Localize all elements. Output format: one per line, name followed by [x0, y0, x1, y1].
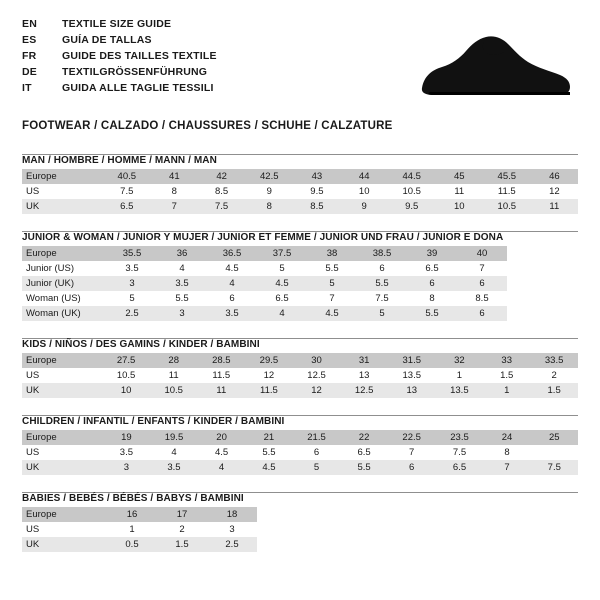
size-cell: 9 — [341, 199, 388, 214]
size-sections — [22, 154, 578, 552]
size-cell: 44 — [341, 169, 388, 184]
size-cell: 3 — [157, 306, 207, 321]
size-cell: 13.5 — [388, 368, 436, 383]
row-label: US — [22, 522, 107, 537]
size-cell: 7.5 — [436, 445, 484, 460]
size-cell: 45 — [436, 169, 483, 184]
size-cell: 4 — [257, 306, 307, 321]
language-title-list — [22, 18, 217, 98]
size-cell: 31.5 — [388, 353, 436, 368]
size-cell: 3 — [103, 460, 150, 475]
size-section — [22, 415, 578, 475]
size-cell: 2.5 — [207, 537, 257, 552]
size-section — [22, 492, 578, 552]
language-code: IT — [22, 82, 32, 94]
size-cell: 6 — [207, 291, 257, 306]
size-cell: 12 — [531, 184, 578, 199]
size-cell: 6 — [357, 261, 407, 276]
size-cell: 36 — [157, 246, 207, 261]
size-cell: 11.5 — [245, 383, 293, 398]
size-cell: 7 — [483, 460, 530, 475]
size-cell — [531, 445, 578, 460]
language-code: ES — [22, 34, 37, 46]
size-cell: 4 — [198, 460, 245, 475]
size-table — [22, 169, 578, 214]
size-cell: 6 — [293, 445, 341, 460]
size-cell: 29.5 — [245, 353, 293, 368]
size-cell: 5.5 — [157, 291, 207, 306]
size-cell: 3.5 — [150, 460, 198, 475]
size-cell: 3.5 — [107, 261, 157, 276]
size-cell: 5.5 — [357, 276, 407, 291]
language-row — [22, 50, 217, 66]
size-cell: 21.5 — [293, 430, 341, 445]
size-cell: 22 — [340, 430, 387, 445]
table-row — [22, 507, 257, 522]
size-cell: 10.5 — [483, 199, 531, 214]
row-label: Europe — [22, 353, 102, 368]
size-cell: 8 — [245, 199, 293, 214]
table-row — [22, 522, 257, 537]
size-cell: 7 — [151, 199, 198, 214]
size-cell: 13.5 — [436, 383, 484, 398]
size-cell: 6.5 — [103, 199, 151, 214]
size-cell: 6 — [457, 306, 507, 321]
row-label: UK — [22, 537, 107, 552]
size-cell: 7.5 — [198, 199, 245, 214]
size-cell: 16 — [107, 507, 157, 522]
size-cell: 4 — [157, 261, 207, 276]
size-cell: 6.5 — [340, 445, 387, 460]
size-section — [22, 154, 578, 214]
size-cell: 11 — [198, 383, 246, 398]
size-cell: 10 — [341, 184, 388, 199]
size-cell: 24 — [483, 430, 530, 445]
size-cell: 12 — [245, 368, 293, 383]
size-cell: 23.5 — [436, 430, 484, 445]
size-cell: 44.5 — [388, 169, 436, 184]
section-title: JUNIOR & WOMAN / JUNIOR Y MUJER / JUNIOR ET FEMME / JUNIOR UND FRAU / JUNIOR E DONA — [22, 232, 504, 243]
row-label: Europe — [22, 430, 103, 445]
size-cell: 4.5 — [245, 460, 292, 475]
size-cell: 6.5 — [407, 261, 457, 276]
size-cell: 0.5 — [107, 537, 157, 552]
size-cell: 9.5 — [388, 199, 436, 214]
size-cell: 5.5 — [245, 445, 292, 460]
row-label: US — [22, 184, 103, 199]
size-cell: 7.5 — [531, 460, 578, 475]
size-cell: 43 — [293, 169, 340, 184]
size-cell: 6.5 — [436, 460, 484, 475]
size-cell: 33.5 — [530, 353, 578, 368]
size-cell: 1 — [107, 522, 157, 537]
size-cell: 42 — [198, 169, 245, 184]
size-cell: 13 — [388, 383, 436, 398]
language-row — [22, 18, 217, 34]
size-cell: 10 — [436, 199, 483, 214]
size-cell: 5 — [307, 276, 357, 291]
size-cell: 4.5 — [257, 276, 307, 291]
row-label: UK — [22, 383, 102, 398]
size-cell: 20 — [198, 430, 245, 445]
size-cell: 3 — [107, 276, 157, 291]
document-header — [22, 18, 578, 108]
size-cell: 7 — [307, 291, 357, 306]
size-cell: 7.5 — [103, 184, 151, 199]
size-cell: 7 — [457, 261, 507, 276]
dress-shoe-icon — [394, 26, 574, 106]
size-cell: 25 — [531, 430, 578, 445]
table-row — [22, 184, 578, 199]
size-cell: 8.5 — [457, 291, 507, 306]
language-title: GUÍA DE TALLAS — [62, 34, 152, 46]
row-label: Europe — [22, 246, 107, 261]
language-title: GUIDA ALLE TAGLIE TESSILI — [62, 82, 214, 94]
size-cell: 3.5 — [157, 276, 207, 291]
size-cell: 40.5 — [103, 169, 151, 184]
size-cell: 19 — [103, 430, 150, 445]
size-cell: 21 — [245, 430, 292, 445]
language-row — [22, 34, 217, 50]
size-cell: 8.5 — [293, 199, 340, 214]
row-label: Woman (UK) — [22, 306, 107, 321]
table-row — [22, 291, 507, 306]
size-cell: 28 — [150, 353, 198, 368]
size-cell: 12.5 — [340, 383, 388, 398]
size-cell: 1 — [483, 383, 530, 398]
row-label: Junior (UK) — [22, 276, 107, 291]
size-cell: 5 — [293, 460, 341, 475]
language-title: GUIDE DES TAILLES TEXTILE — [62, 50, 217, 62]
row-label: US — [22, 368, 102, 383]
size-cell: 10.5 — [150, 383, 198, 398]
size-cell: 32 — [436, 353, 484, 368]
size-cell: 46 — [531, 169, 578, 184]
size-cell: 35.5 — [107, 246, 157, 261]
size-cell: 7.5 — [357, 291, 407, 306]
row-label: Woman (US) — [22, 291, 107, 306]
size-cell: 5.5 — [340, 460, 387, 475]
size-cell: 10.5 — [102, 368, 150, 383]
size-cell: 11 — [436, 184, 483, 199]
size-cell: 5 — [257, 261, 307, 276]
size-cell: 38 — [307, 246, 357, 261]
size-cell: 37.5 — [257, 246, 307, 261]
size-cell: 4.5 — [207, 261, 257, 276]
size-cell: 5.5 — [407, 306, 457, 321]
size-cell: 3 — [207, 522, 257, 537]
size-cell: 13 — [340, 368, 388, 383]
size-cell: 40 — [457, 246, 507, 261]
size-cell: 8 — [483, 445, 530, 460]
language-code: DE — [22, 66, 37, 78]
size-cell: 4 — [150, 445, 198, 460]
table-row — [22, 276, 507, 291]
table-row — [22, 537, 257, 552]
language-title: TEXTILE SIZE GUIDE — [62, 18, 172, 30]
section-title: MAN / HOMBRE / HOMME / MANN / MAN — [22, 155, 217, 166]
size-cell: 30 — [293, 353, 341, 368]
size-cell: 5 — [357, 306, 407, 321]
table-row — [22, 246, 507, 261]
table-row — [22, 383, 578, 398]
size-table — [22, 430, 578, 475]
size-cell: 2.5 — [107, 306, 157, 321]
table-row — [22, 199, 578, 214]
size-cell: 4 — [207, 276, 257, 291]
row-label: UK — [22, 199, 103, 214]
size-cell: 33 — [483, 353, 530, 368]
size-cell: 6 — [407, 276, 457, 291]
row-label: Europe — [22, 169, 103, 184]
size-cell: 18 — [207, 507, 257, 522]
table-row — [22, 169, 578, 184]
size-cell: 8 — [151, 184, 198, 199]
size-cell: 11.5 — [483, 184, 531, 199]
size-cell: 11.5 — [198, 368, 246, 383]
size-cell: 38.5 — [357, 246, 407, 261]
size-cell: 39 — [407, 246, 457, 261]
size-table — [22, 353, 578, 398]
size-cell: 36.5 — [207, 246, 257, 261]
table-row — [22, 261, 507, 276]
size-table — [22, 507, 257, 552]
size-cell: 1.5 — [157, 537, 207, 552]
size-cell: 6 — [388, 460, 436, 475]
size-cell: 8.5 — [198, 184, 245, 199]
section-title: KIDS / NIÑOS / DES GAMINS / KINDER / BAMBINI — [22, 339, 260, 350]
size-cell: 19.5 — [150, 430, 198, 445]
size-cell: 9.5 — [293, 184, 340, 199]
size-table — [22, 246, 507, 321]
size-cell: 10 — [102, 383, 150, 398]
size-cell: 3.5 — [207, 306, 257, 321]
size-cell: 31 — [340, 353, 388, 368]
size-cell: 5.5 — [307, 261, 357, 276]
table-row — [22, 430, 578, 445]
size-cell: 12 — [293, 383, 341, 398]
size-cell: 1 — [436, 368, 484, 383]
category-title: FOOTWEAR / CALZADO / CHAUSSURES / SCHUHE / CALZATURE — [22, 120, 393, 132]
size-cell: 1.5 — [530, 383, 578, 398]
row-label: Junior (US) — [22, 261, 107, 276]
row-label: Europe — [22, 507, 107, 522]
size-cell: 5 — [107, 291, 157, 306]
size-cell: 17 — [157, 507, 207, 522]
size-cell: 11 — [531, 199, 578, 214]
size-cell: 12.5 — [293, 368, 341, 383]
size-cell: 3.5 — [103, 445, 150, 460]
size-section — [22, 231, 578, 321]
size-cell: 45.5 — [483, 169, 531, 184]
table-row — [22, 353, 578, 368]
section-title: CHILDREN / INFANTIL / ENFANTS / KINDER / BAMBINI — [22, 416, 285, 427]
size-cell: 42.5 — [245, 169, 293, 184]
size-cell: 41 — [151, 169, 198, 184]
table-row — [22, 445, 578, 460]
size-cell: 28.5 — [198, 353, 246, 368]
size-cell: 6 — [457, 276, 507, 291]
language-title-list-body — [22, 18, 217, 98]
size-cell: 2 — [157, 522, 207, 537]
language-row — [22, 82, 217, 98]
size-section — [22, 338, 578, 398]
section-title: BABIES / BEBÉS / BÉBÉS / BABYS / BAMBINI — [22, 493, 244, 504]
size-cell: 10.5 — [388, 184, 436, 199]
size-cell: 27.5 — [102, 353, 150, 368]
size-cell: 9 — [245, 184, 293, 199]
table-row — [22, 368, 578, 383]
size-cell: 7 — [388, 445, 436, 460]
size-cell: 4.5 — [198, 445, 245, 460]
size-cell: 22.5 — [388, 430, 436, 445]
size-cell: 11 — [150, 368, 198, 383]
table-row — [22, 460, 578, 475]
row-label: UK — [22, 460, 103, 475]
size-cell: 1.5 — [483, 368, 530, 383]
size-cell: 8 — [407, 291, 457, 306]
language-code: FR — [22, 50, 37, 62]
size-cell: 6.5 — [257, 291, 307, 306]
table-row — [22, 306, 507, 321]
size-cell: 4.5 — [307, 306, 357, 321]
language-title: TEXTILGRÖSSENFÜHRUNG — [62, 66, 208, 78]
row-label: US — [22, 445, 103, 460]
language-row — [22, 66, 217, 82]
size-cell: 2 — [530, 368, 578, 383]
language-code: EN — [22, 18, 37, 30]
